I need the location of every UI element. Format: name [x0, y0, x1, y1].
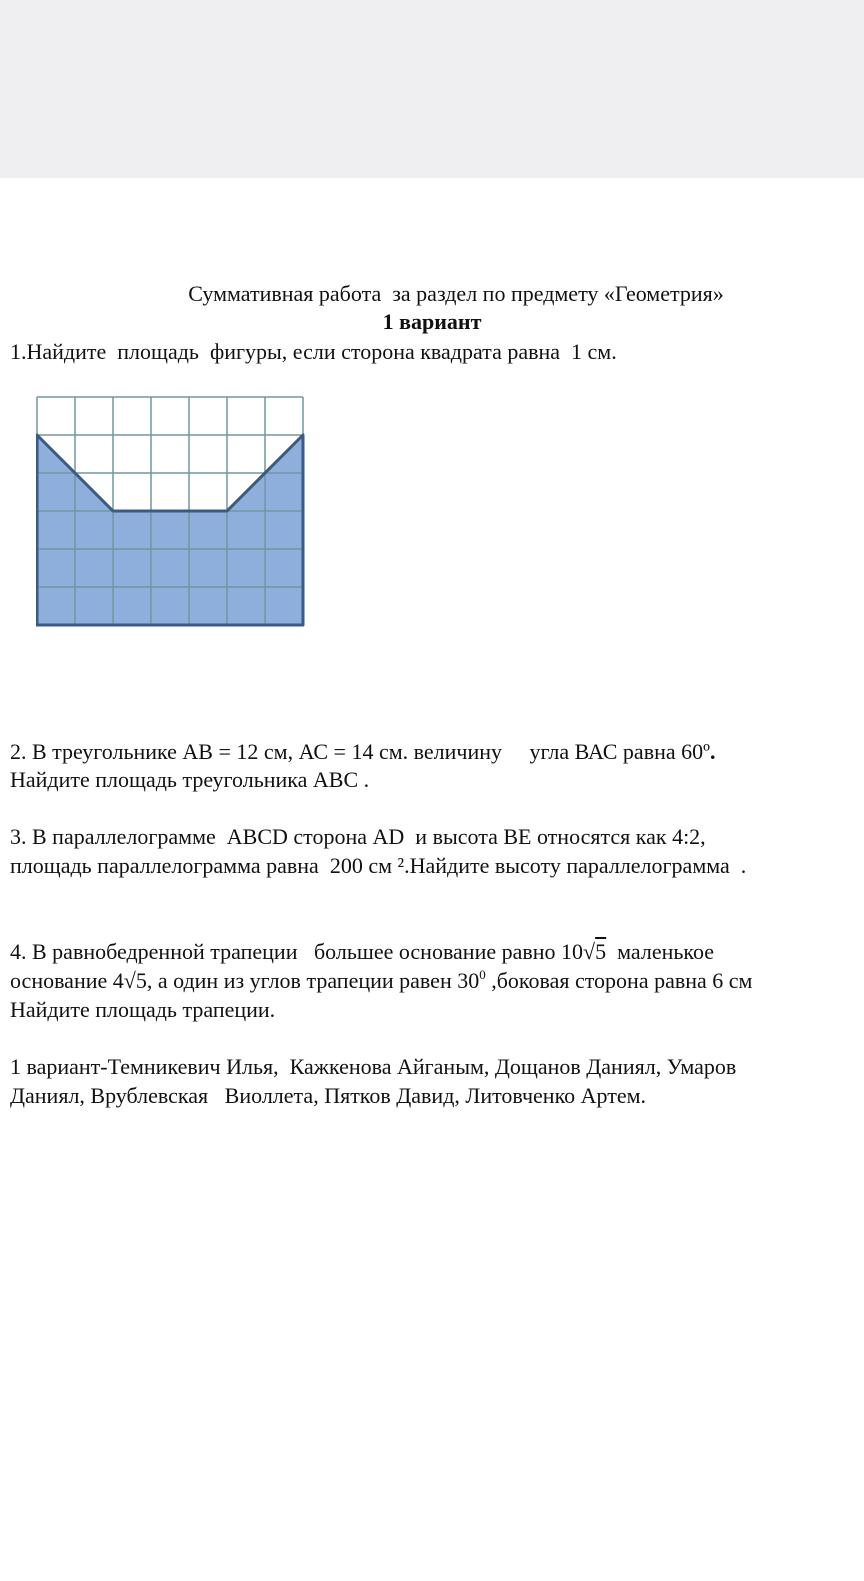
- task-4-line-1: [10, 938, 714, 966]
- variant-heading: 1 вариант: [382, 309, 482, 334]
- sqrt-radicand: 5: [595, 939, 607, 964]
- task-4-line-2: [10, 967, 752, 995]
- task-2-bold-dot: .: [709, 739, 716, 764]
- shaded-region: [37, 435, 303, 625]
- students-line-1: 1 вариант-Темникевич Илья, Кажкенова Айганым, Дощанов Даниял, Умаров: [10, 1054, 737, 1079]
- students-line-2: Даниял, Врублевская Виоллета, Пятков Давид, Литовченко Артем.: [10, 1083, 647, 1108]
- task-3-line-1: 3. В параллелограмме АВСD сторона АD и высота ВЕ относятся как 4:2,: [10, 824, 706, 849]
- task-1-text: 1.Найдите площадь фигуры, если сторона квадрата равна 1 см.: [10, 339, 617, 364]
- task-3-line-2: площадь параллелограмма равна 200 см ².Найдите высоту параллелограмма .: [10, 853, 747, 878]
- task-2-line-2: Найдите площадь треугольника АВС .: [10, 767, 370, 792]
- task-4-line-1-tail: маленькое: [606, 939, 715, 964]
- degree-sign: º: [703, 739, 710, 764]
- task-4-line-3: Найдите площадь трапеции.: [10, 997, 276, 1022]
- task-2-line-1: [10, 738, 715, 766]
- task-2-line-1-text: 2. В треугольнике АВ = 12 см, АС = 14 см. величину угла ВАС равна 60: [10, 739, 704, 764]
- task-4-line-1-text: 4. В равнобедренной трапеции большее основание равно 10√: [10, 939, 596, 964]
- document-title: Суммативная работа за раздел по предмету «Геометрия»: [188, 281, 724, 306]
- degree-superscript: 0: [479, 967, 486, 982]
- task-4-line-2-text: основание 4√5, а один из углов трапеции равен 30: [10, 968, 480, 993]
- task-4-line-2-tail: ,боковая сторона равна 6 см: [485, 968, 753, 993]
- grid-figure: [36, 396, 306, 632]
